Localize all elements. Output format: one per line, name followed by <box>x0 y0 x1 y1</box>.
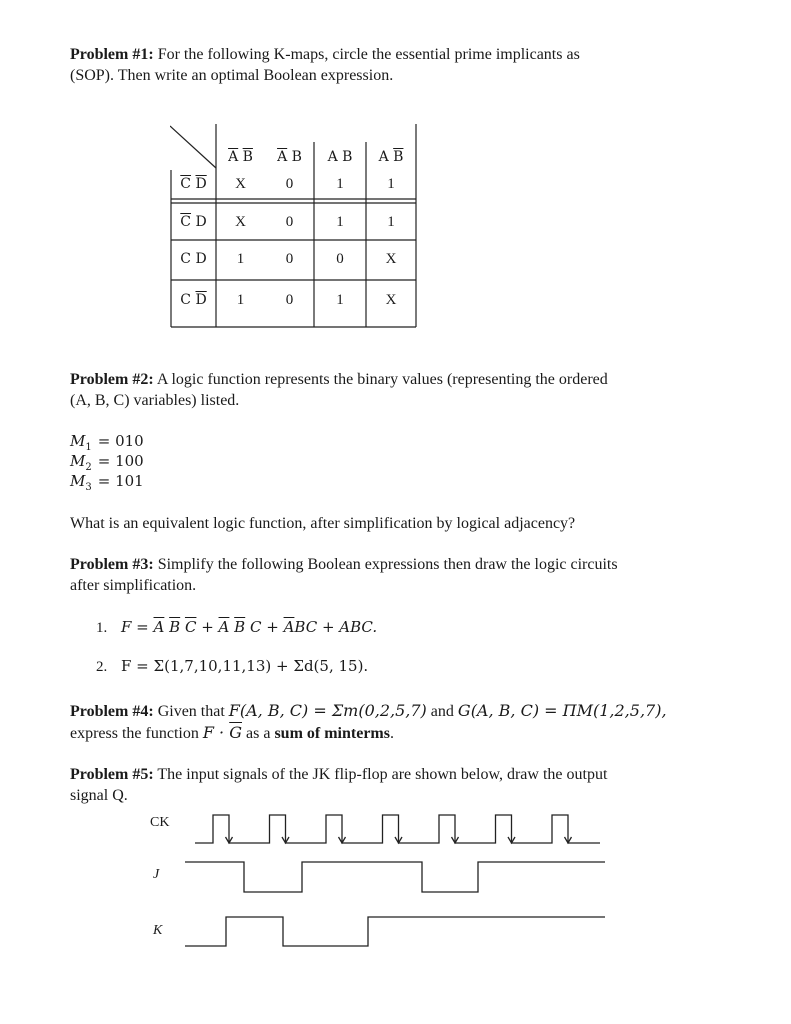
kmap-col-var-a: A <box>327 149 338 165</box>
item1-expression: $F = \overline{A}$ $\overline{B}$ $\overline{C} + \overline{A}$ $\overline{B}$ $C + \overline{A}BC$ + ABC. <box>121 618 378 636</box>
problem4-text-a: Given that <box>157 703 225 720</box>
kmap-row-var-d: $\overline{D}$ <box>195 292 207 308</box>
kmap-col-var-b: $\overline{B}$ <box>242 149 253 165</box>
k-label: K <box>153 923 163 938</box>
kmap-cell: X <box>235 214 246 230</box>
kmap-col-var-a: A <box>378 149 389 165</box>
problem3-line1: Simplify the following Boolean expressions then draw the logic circuits <box>157 556 618 573</box>
ck-waveform <box>195 815 600 843</box>
kmap-cell: 1 <box>236 251 245 267</box>
problem5-line2: signal Q. <box>70 787 128 804</box>
kmap-cell: 1 <box>336 292 344 308</box>
item2-number: 2. <box>96 659 108 675</box>
kmap-cell: 0 <box>285 214 294 230</box>
problem2-line1: A logic function represents the binary values (representing the ordered <box>156 371 608 388</box>
kmap-cell: 1 <box>336 214 344 230</box>
kmap-cell: 0 <box>285 292 294 308</box>
maxterm-value: = 010 <box>97 432 144 450</box>
problem4-and: and <box>430 703 454 720</box>
k-waveform <box>185 917 605 946</box>
problem1-line1: For the following K-maps, circle the essential prime implicants as <box>157 46 580 63</box>
kmap-cell: X <box>235 176 246 192</box>
kmap-row-var-d: D <box>195 251 207 267</box>
j-label: J <box>153 867 160 882</box>
kmap-cell: 0 <box>285 251 294 267</box>
ck-pulse-train <box>195 815 600 843</box>
problem4-bold-term: sum of minterms <box>274 725 390 742</box>
maxterm-index: 1 <box>85 442 92 453</box>
j-waveform <box>185 862 605 892</box>
problem1-label: Problem #1: <box>70 46 154 63</box>
maxterm-value: = 101 <box>97 472 144 490</box>
problem4-text-c: as a <box>246 725 271 742</box>
kmap-cell: 1 <box>236 292 245 308</box>
kmap-cell: 1 <box>387 214 395 230</box>
kmap-cell: 0 <box>336 251 344 267</box>
maxterm-index: 2 <box>85 462 92 473</box>
kmap-row-var-c: $\overline{C}$ <box>180 214 192 230</box>
problem4-g-definition: G(A, B, C) = ΠM(1,2,5,7), <box>457 701 667 720</box>
problem5-label: Problem #5: <box>70 766 154 783</box>
problem4-fg-expression: $F \cdot \overline{G}$ <box>202 723 242 742</box>
problem2-label: Problem #2: <box>70 371 154 388</box>
maxterm-index: 3 <box>85 482 92 493</box>
problem4-label: Problem #4: <box>70 703 154 720</box>
item2-expression: F = Σ(1,7,10,11,13) + Σd(5, 15). <box>121 657 369 675</box>
kmap-col-var-a: $\overline{A}$ <box>277 149 288 165</box>
problem2-line2: (A, B, C) variables) listed. <box>70 392 240 409</box>
problem5-line1: The input signals of the JK flip-flop are shown below, draw the output <box>157 766 608 783</box>
kmap-col-var-a: $\overline{A}$ <box>228 149 239 165</box>
problem3-label: Problem #3: <box>70 556 154 573</box>
problem2-question: What is an equivalent logic function, after simplification by logical adjacency? <box>70 515 576 532</box>
maxterm-name: M <box>70 432 86 450</box>
ck-label: CK <box>150 815 170 830</box>
kmap-row-var-d: $\overline{D}$ <box>195 176 207 192</box>
kmap-cell: 0 <box>285 176 294 192</box>
kmap-row-var-c: C <box>180 251 192 267</box>
kmap-row-var-c: C <box>180 292 192 308</box>
item1-number: 1. <box>96 620 108 636</box>
kmap-row-var-c: $\overline{C}$ <box>180 176 192 192</box>
maxterm-name: M <box>70 452 86 470</box>
problem3-line2: after simplification. <box>70 577 197 594</box>
kmap-col-var-b: $\overline{B}$ <box>393 149 404 165</box>
problem4-text-b: express the function <box>70 725 199 742</box>
maxterm-value: = 100 <box>97 452 144 470</box>
kmap-col-var-b: B <box>342 149 353 165</box>
kmap-col-var-b: B <box>291 149 302 165</box>
kmap-cell: X <box>385 292 397 308</box>
maxterm-name: M <box>70 472 86 490</box>
kmap-cell: 1 <box>387 176 395 192</box>
kmap-row-var-d: D <box>195 214 207 230</box>
problem1-line2: (SOP). Then write an optimal Boolean expression. <box>70 67 394 84</box>
kmap-cell: X <box>385 251 397 267</box>
problem4-f-definition: F(A, B, C) = Σm(0,2,5,7) <box>228 701 427 720</box>
kmap-cell: 1 <box>336 176 344 192</box>
problem4-period: . <box>389 725 394 742</box>
